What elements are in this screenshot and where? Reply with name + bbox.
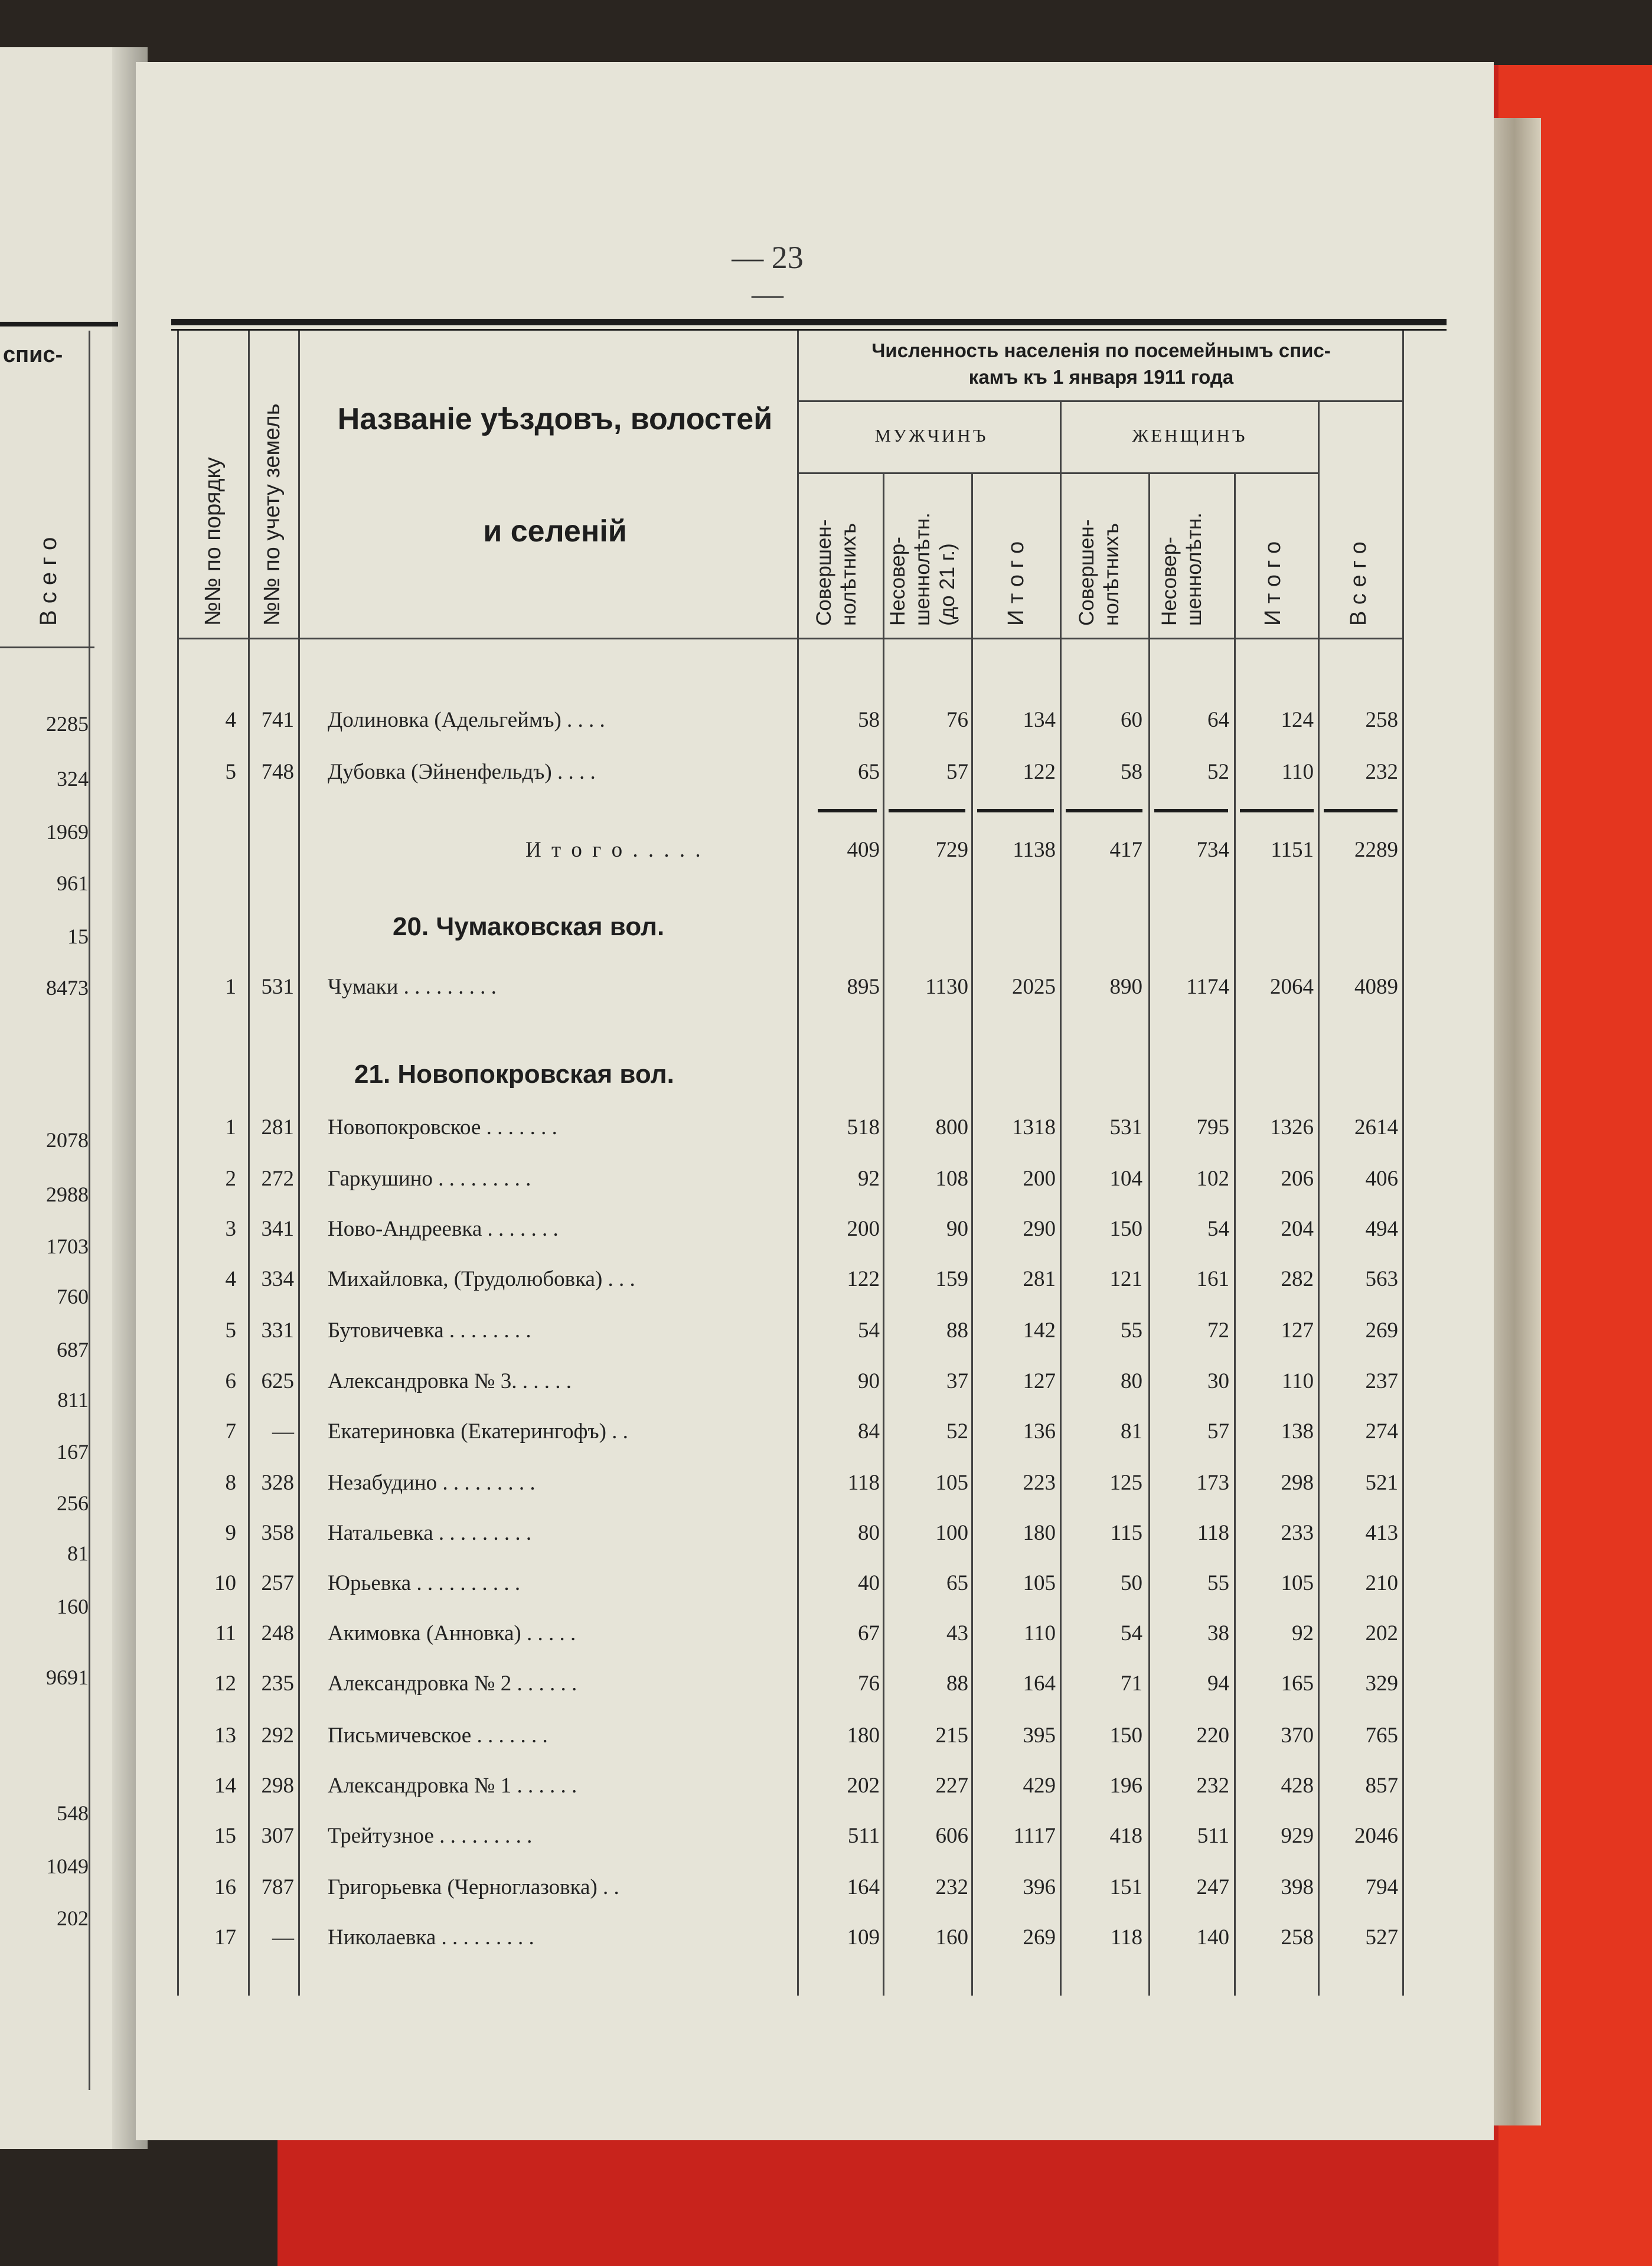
- cell-w-t: 1326: [1270, 1115, 1314, 1139]
- row-land-number: 292: [261, 1723, 294, 1748]
- cell-w-mi: 173: [1196, 1471, 1229, 1495]
- total-rule: [1240, 809, 1314, 812]
- left-page-value: 160: [57, 1595, 89, 1618]
- table-row: [0, 1773, 1652, 1814]
- table-row: [0, 1419, 1652, 1460]
- left-page-value: 1969: [46, 820, 89, 844]
- row-order-number: 14: [214, 1774, 236, 1798]
- header-m-minor-l2: шеннолѣтн.: [911, 512, 934, 626]
- cell-m-mi: 88: [946, 1318, 968, 1343]
- cell-m-t: 200: [1023, 1167, 1056, 1191]
- cell-all: 269: [1365, 1318, 1398, 1343]
- total-rule: [1324, 809, 1398, 812]
- cell-all: 237: [1365, 1369, 1398, 1393]
- table-row: [0, 1723, 1652, 1764]
- cell-w-ad: 55: [1121, 1318, 1142, 1343]
- cell-m-ad: 58: [858, 708, 880, 732]
- header-w-total: И т о г о: [1261, 541, 1285, 626]
- row-settlement-name: Бутовичевка . . . . . . . .: [328, 1318, 531, 1343]
- header-m-total: И т о г о: [1004, 541, 1029, 626]
- cell-m-ad: 90: [858, 1369, 880, 1393]
- row-land-number: 307: [261, 1824, 294, 1848]
- row-order-number: 8: [225, 1471, 236, 1495]
- table-row: [0, 1671, 1652, 1712]
- cell-w-ad: 150: [1109, 1723, 1142, 1748]
- cell-m-ad: 118: [847, 1471, 880, 1495]
- table-row: [0, 837, 1652, 879]
- cell-w-ad: 54: [1121, 1621, 1142, 1645]
- cell-m-t: 290: [1023, 1217, 1056, 1241]
- left-page-value: 324: [57, 767, 89, 791]
- cell-m-t: 2025: [1012, 975, 1056, 999]
- cell-m-t: 396: [1023, 1875, 1056, 1899]
- row-settlement-name: Письмичевское . . . . . . .: [328, 1723, 548, 1748]
- cell-m-ad: 65: [858, 760, 880, 784]
- header-women: ЖЕНЩИНЪ: [1132, 425, 1248, 446]
- cell-w-mi: 232: [1196, 1774, 1229, 1798]
- cell-w-t: 138: [1281, 1419, 1314, 1444]
- cell-m-t: 1138: [1013, 838, 1056, 862]
- left-page-value: 961: [57, 871, 89, 895]
- total-rule: [977, 809, 1054, 812]
- table-row: [0, 1875, 1652, 1916]
- cell-w-ad: 417: [1109, 838, 1142, 862]
- cell-w-ad: 118: [1110, 1925, 1142, 1950]
- cell-all: 232: [1365, 760, 1398, 784]
- cell-m-t: 395: [1023, 1723, 1056, 1748]
- table-row: [0, 1216, 1652, 1258]
- cell-w-mi: 64: [1207, 708, 1229, 732]
- cell-m-ad: 67: [858, 1621, 880, 1645]
- left-page-value: 167: [57, 1440, 89, 1464]
- cell-w-t: 398: [1281, 1875, 1314, 1899]
- cell-w-mi: 54: [1207, 1217, 1229, 1241]
- cell-w-ad: 196: [1109, 1774, 1142, 1798]
- cell-w-mi: 102: [1196, 1167, 1229, 1191]
- cell-all: 2614: [1354, 1115, 1398, 1139]
- cell-m-mi: 43: [946, 1621, 968, 1645]
- cell-w-ad: 60: [1121, 708, 1142, 732]
- left-header-rule: [0, 647, 94, 648]
- row-land-number: 741: [261, 708, 294, 732]
- cell-w-ad: 58: [1121, 760, 1142, 784]
- cell-m-ad: 122: [847, 1267, 880, 1291]
- cell-w-mi: 30: [1207, 1369, 1229, 1393]
- row-settlement-name: Дубовка (Эйненфельдъ) . . . .: [328, 760, 596, 784]
- table-row: [0, 1115, 1652, 1156]
- total-rule: [818, 809, 877, 812]
- cell-m-mi: 88: [946, 1671, 968, 1696]
- page-number: — 23 —: [732, 240, 804, 312]
- cell-w-ad: 150: [1109, 1217, 1142, 1241]
- header-group-line2: камъ къ 1 января 1911 года: [968, 366, 1234, 388]
- row-order-number: 5: [225, 1318, 236, 1343]
- row-settlement-name: Гаркушино . . . . . . . . .: [328, 1167, 531, 1191]
- cell-m-mi: 606: [935, 1824, 968, 1848]
- cell-m-t: 122: [1023, 760, 1056, 784]
- cell-w-t: 206: [1281, 1167, 1314, 1191]
- table-row: [0, 1369, 1652, 1410]
- row-land-number: 748: [261, 760, 294, 784]
- cell-w-ad: 890: [1109, 975, 1142, 999]
- left-page-value: 760: [57, 1285, 89, 1308]
- cell-m-mi: 57: [946, 760, 968, 784]
- row-order-number: 4: [225, 708, 236, 732]
- cell-w-ad: 71: [1121, 1671, 1142, 1696]
- row-order-number: 7: [225, 1419, 236, 1444]
- row-order-number: 17: [214, 1925, 236, 1950]
- header-rule-sex: [797, 472, 1320, 474]
- row-settlement-name: Ново-Андреевка . . . . . . .: [328, 1217, 559, 1241]
- cell-w-t: 258: [1281, 1925, 1314, 1950]
- row-land-number: 272: [261, 1167, 294, 1191]
- row-land-number: —: [272, 1925, 294, 1950]
- header-m-minor-l1: Несовер-: [886, 537, 909, 626]
- row-settlement-name: Натальевка . . . . . . . . .: [328, 1521, 532, 1545]
- header-w-adult: [1075, 520, 1124, 626]
- row-land-number: 298: [261, 1774, 294, 1798]
- cell-m-t: 1318: [1012, 1115, 1056, 1139]
- cell-w-mi: 118: [1197, 1521, 1229, 1545]
- cell-w-mi: 734: [1196, 838, 1229, 862]
- cell-m-t: 269: [1023, 1925, 1056, 1950]
- header-m-minor: [886, 512, 960, 626]
- table-row: [0, 1266, 1652, 1308]
- cell-w-t: 124: [1281, 708, 1314, 732]
- row-order-number: 10: [214, 1571, 236, 1595]
- left-page-value: 9691: [46, 1666, 89, 1689]
- row-settlement-name: Незабудино . . . . . . . . .: [328, 1471, 536, 1495]
- row-settlement-name: Екатериновка (Екатерингофъ) . .: [328, 1419, 628, 1444]
- cell-all: 274: [1365, 1419, 1398, 1444]
- row-order-number: 12: [214, 1671, 236, 1696]
- total-rule: [1154, 809, 1228, 812]
- cell-all: 765: [1365, 1723, 1398, 1748]
- cell-m-mi: 76: [946, 708, 968, 732]
- cell-m-t: 127: [1023, 1369, 1056, 1393]
- cell-m-ad: 80: [858, 1521, 880, 1545]
- header-w-minor-l2: шеннолѣтн.: [1183, 512, 1206, 626]
- cell-m-ad: 84: [858, 1419, 880, 1444]
- cell-m-ad: 76: [858, 1671, 880, 1696]
- row-order-number: 13: [214, 1723, 236, 1748]
- row-settlement-name: Акимовка (Анновка) . . . . .: [328, 1621, 576, 1645]
- cell-w-mi: 94: [1207, 1671, 1229, 1696]
- cell-w-t: 428: [1281, 1774, 1314, 1798]
- row-land-number: 328: [261, 1471, 294, 1495]
- cell-m-mi: 37: [946, 1369, 968, 1393]
- cell-w-mi: 38: [1207, 1621, 1229, 1645]
- cell-m-t: 223: [1023, 1471, 1056, 1495]
- cell-w-t: 92: [1292, 1621, 1314, 1645]
- left-header-fragment: спис-: [3, 342, 63, 367]
- cell-m-ad: 54: [858, 1318, 880, 1343]
- row-land-number: 334: [261, 1267, 294, 1291]
- left-page-value: 548: [57, 1801, 89, 1825]
- row-order-number: 5: [225, 760, 236, 784]
- header-m-adult-l1: Совершен-: [812, 519, 835, 626]
- cell-w-mi: 140: [1196, 1925, 1229, 1950]
- left-page-value: 8473: [46, 976, 89, 1000]
- row-settlement-name: Юрьевка . . . . . . . . . .: [328, 1571, 521, 1595]
- row-settlement-name: Чумаки . . . . . . . . .: [328, 975, 497, 999]
- cell-all: 258: [1365, 708, 1398, 732]
- cell-w-mi: 1174: [1186, 975, 1229, 999]
- cell-w-t: 105: [1281, 1571, 1314, 1595]
- cell-m-t: 136: [1023, 1419, 1056, 1444]
- cell-m-t: 164: [1023, 1671, 1056, 1696]
- cell-w-t: 233: [1281, 1521, 1314, 1545]
- cell-w-t: 298: [1281, 1471, 1314, 1495]
- left-page-value: 687: [57, 1338, 89, 1361]
- cell-m-ad: 40: [858, 1571, 880, 1595]
- cell-w-mi: 55: [1207, 1571, 1229, 1595]
- row-land-number: 281: [261, 1115, 294, 1139]
- row-settlement-name: Александровка № 3. . . . . .: [328, 1369, 572, 1393]
- cell-all: 406: [1365, 1167, 1398, 1191]
- left-page-value: 256: [57, 1491, 89, 1515]
- left-page-value: 202: [57, 1906, 89, 1930]
- cell-m-ad: 200: [847, 1217, 880, 1241]
- header-order: №№ по порядку: [201, 457, 226, 626]
- left-page-value: 2285: [46, 712, 89, 736]
- cell-m-t: 142: [1023, 1318, 1056, 1343]
- cell-w-mi: 247: [1196, 1875, 1229, 1899]
- table-row: [0, 1570, 1652, 1612]
- cell-m-mi: 160: [935, 1925, 968, 1950]
- cell-w-t: 127: [1281, 1318, 1314, 1343]
- cell-all: 521: [1365, 1471, 1398, 1495]
- cell-m-mi: 232: [935, 1875, 968, 1899]
- cell-m-ad: 511: [847, 1824, 880, 1848]
- row-order-number: 3: [225, 1217, 236, 1241]
- table-row: [0, 1823, 1652, 1865]
- cell-w-t: 282: [1281, 1267, 1314, 1291]
- cell-w-mi: 795: [1196, 1115, 1229, 1139]
- cell-w-t: 370: [1281, 1723, 1314, 1748]
- cell-w-ad: 104: [1109, 1167, 1142, 1191]
- cell-m-ad: 180: [847, 1723, 880, 1748]
- cell-w-t: 1151: [1271, 838, 1314, 862]
- cell-m-mi: 65: [946, 1571, 968, 1595]
- header-m-minor-l3: (до 21 г.): [936, 543, 959, 626]
- cell-w-ad: 81: [1121, 1419, 1142, 1444]
- header-w-adult-l1: Совершен-: [1075, 519, 1098, 626]
- table-row: [0, 1520, 1652, 1562]
- cell-m-t: 180: [1023, 1521, 1056, 1545]
- cell-w-t: 929: [1281, 1824, 1314, 1848]
- cell-m-mi: 52: [946, 1419, 968, 1444]
- row-land-number: 331: [261, 1318, 294, 1343]
- table-row: [0, 1166, 1652, 1207]
- header-m-adult: [812, 520, 861, 626]
- cell-w-t: 110: [1281, 1369, 1314, 1393]
- cell-m-mi: 215: [935, 1723, 968, 1748]
- cell-m-ad: 895: [847, 975, 880, 999]
- row-settlement-name: Александровка № 1 . . . . . .: [328, 1774, 577, 1798]
- cell-m-mi: 800: [935, 1115, 968, 1139]
- cell-m-t: 429: [1023, 1774, 1056, 1798]
- table-row: [0, 1621, 1652, 1662]
- cell-m-mi: 90: [946, 1217, 968, 1241]
- cell-w-mi: 72: [1207, 1318, 1229, 1343]
- row-settlement-name: Новопокровское . . . . . . .: [328, 1115, 557, 1139]
- cell-all: 329: [1365, 1671, 1398, 1696]
- header-m-adult-l2: нолѣтнихъ: [837, 523, 860, 626]
- header-w-minor-l1: Несовер-: [1158, 537, 1181, 626]
- left-top-rule: [0, 322, 118, 326]
- section-title-21: 21. Новопокровская вол.: [354, 1060, 674, 1089]
- row-settlement-name: Николаевка . . . . . . . . .: [328, 1925, 534, 1950]
- cell-m-ad: 409: [847, 838, 880, 862]
- cell-m-mi: 1130: [925, 975, 968, 999]
- left-page-value: 81: [67, 1542, 89, 1565]
- header-rule-group: [797, 400, 1402, 402]
- cell-m-mi: 105: [935, 1471, 968, 1495]
- table-row: [0, 1925, 1652, 1966]
- row-land-number: 358: [261, 1521, 294, 1545]
- cell-m-t: 281: [1023, 1267, 1056, 1291]
- left-page-value: 15: [67, 925, 89, 948]
- cell-m-ad: 518: [847, 1115, 880, 1139]
- row-order-number: 4: [225, 1267, 236, 1291]
- cell-m-mi: 227: [935, 1774, 968, 1798]
- cell-all: 2046: [1354, 1824, 1398, 1848]
- cell-all: 857: [1365, 1774, 1398, 1798]
- left-page-value: 2078: [46, 1128, 89, 1152]
- cell-w-mi: 511: [1197, 1824, 1229, 1848]
- cell-w-t: 165: [1281, 1671, 1314, 1696]
- cell-m-t: 105: [1023, 1571, 1056, 1595]
- header-men: МУЖЧИНЪ: [874, 425, 988, 446]
- cell-all: 2289: [1354, 838, 1398, 862]
- row-settlement-name: Михайловка, (Трудолюбовка) . . .: [328, 1267, 635, 1291]
- left-page-value: 1703: [46, 1235, 89, 1258]
- row-settlement-name: Александровка № 2 . . . . . .: [328, 1671, 577, 1696]
- row-land-number: 248: [261, 1621, 294, 1645]
- row-land-number: 341: [261, 1217, 294, 1241]
- cell-m-ad: 164: [847, 1875, 880, 1899]
- row-order-number: 11: [215, 1621, 236, 1645]
- cell-m-t: 134: [1023, 708, 1056, 732]
- row-order-number: 15: [214, 1824, 236, 1848]
- cell-w-ad: 80: [1121, 1369, 1142, 1393]
- cell-all: 494: [1365, 1217, 1398, 1241]
- total-rule: [889, 809, 965, 812]
- row-order-number: 1: [225, 975, 236, 999]
- row-order-number: 2: [225, 1167, 236, 1191]
- cell-w-ad: 418: [1109, 1824, 1142, 1848]
- table-row: [0, 1470, 1652, 1511]
- cell-all: 563: [1365, 1267, 1398, 1291]
- row-land-number: 235: [261, 1671, 294, 1696]
- row-settlement-name: Долиновка (Адельгеймъ) . . . .: [328, 708, 605, 732]
- table-row: [0, 974, 1652, 1016]
- row-land-number: 257: [261, 1571, 294, 1595]
- row-land-number: 787: [261, 1875, 294, 1899]
- header-grand-total: В с е г о: [1346, 541, 1371, 626]
- table-row: [0, 707, 1652, 749]
- cell-all: 202: [1365, 1621, 1398, 1645]
- cell-w-mi: 52: [1207, 760, 1229, 784]
- cell-m-ad: 92: [858, 1167, 880, 1191]
- table-row: [0, 759, 1652, 801]
- left-page-value: 1049: [46, 1854, 89, 1878]
- cell-w-t: 110: [1281, 760, 1314, 784]
- cell-w-ad: 125: [1109, 1471, 1142, 1495]
- cell-m-mi: 159: [935, 1267, 968, 1291]
- table-top-rule: [171, 319, 1447, 325]
- cell-all: 413: [1365, 1521, 1398, 1545]
- row-order-number: 1: [225, 1115, 236, 1139]
- total-rule: [1066, 809, 1142, 812]
- cell-m-ad: 202: [847, 1774, 880, 1798]
- cell-w-mi: 161: [1196, 1267, 1229, 1291]
- header-land: №№ по учету земель: [260, 403, 285, 626]
- cell-all: 210: [1365, 1571, 1398, 1595]
- header-group-line1: Численность населенія по посемейнымъ спис-: [871, 339, 1331, 361]
- row-land-number: —: [272, 1419, 294, 1444]
- cell-m-t: 1117: [1013, 1824, 1056, 1848]
- table-top-rule-thin: [171, 329, 1447, 331]
- row-settlement-name: Григорьевка (Черноглазовка) . .: [328, 1875, 619, 1899]
- left-page-value: 811: [57, 1388, 89, 1412]
- section-title-20: 20. Чумаковская вол.: [393, 912, 665, 941]
- cell-m-t: 110: [1023, 1621, 1056, 1645]
- cell-m-mi: 108: [935, 1167, 968, 1191]
- cell-w-t: 204: [1281, 1217, 1314, 1241]
- cell-w-ad: 151: [1109, 1875, 1142, 1899]
- cell-w-mi: 220: [1196, 1723, 1229, 1748]
- cell-all: 527: [1365, 1925, 1398, 1950]
- header-name-line2: и селеній: [483, 514, 627, 548]
- cell-w-mi: 57: [1207, 1419, 1229, 1444]
- header-name-line1: Названіе уѣздовъ, волостей: [337, 402, 773, 436]
- cell-m-ad: 109: [847, 1925, 880, 1950]
- row-land-number: 625: [261, 1369, 294, 1393]
- row-order-number: 6: [225, 1369, 236, 1393]
- total-label: И т о г о . . . . .: [525, 838, 703, 862]
- cell-m-mi: 729: [935, 838, 968, 862]
- row-order-number: 9: [225, 1521, 236, 1545]
- cell-w-ad: 50: [1121, 1571, 1142, 1595]
- cell-w-t: 2064: [1270, 975, 1314, 999]
- header-bottom-rule: [177, 638, 1402, 639]
- header-w-adult-l2: нолѣтнихъ: [1100, 523, 1123, 626]
- table-row: [0, 1318, 1652, 1359]
- row-order-number: 16: [214, 1875, 236, 1899]
- left-page-value: 2988: [46, 1183, 89, 1206]
- cell-w-ad: 121: [1109, 1267, 1142, 1291]
- row-land-number: 531: [261, 975, 294, 999]
- cell-w-ad: 115: [1110, 1521, 1142, 1545]
- cell-m-mi: 100: [935, 1521, 968, 1545]
- header-w-minor: [1157, 512, 1207, 626]
- row-settlement-name: Трейтузное . . . . . . . . .: [328, 1824, 533, 1848]
- cell-all: 4089: [1354, 975, 1398, 999]
- cell-w-ad: 531: [1109, 1115, 1142, 1139]
- cell-all: 794: [1365, 1875, 1398, 1899]
- left-grand-total-header: В с е г о: [35, 537, 61, 626]
